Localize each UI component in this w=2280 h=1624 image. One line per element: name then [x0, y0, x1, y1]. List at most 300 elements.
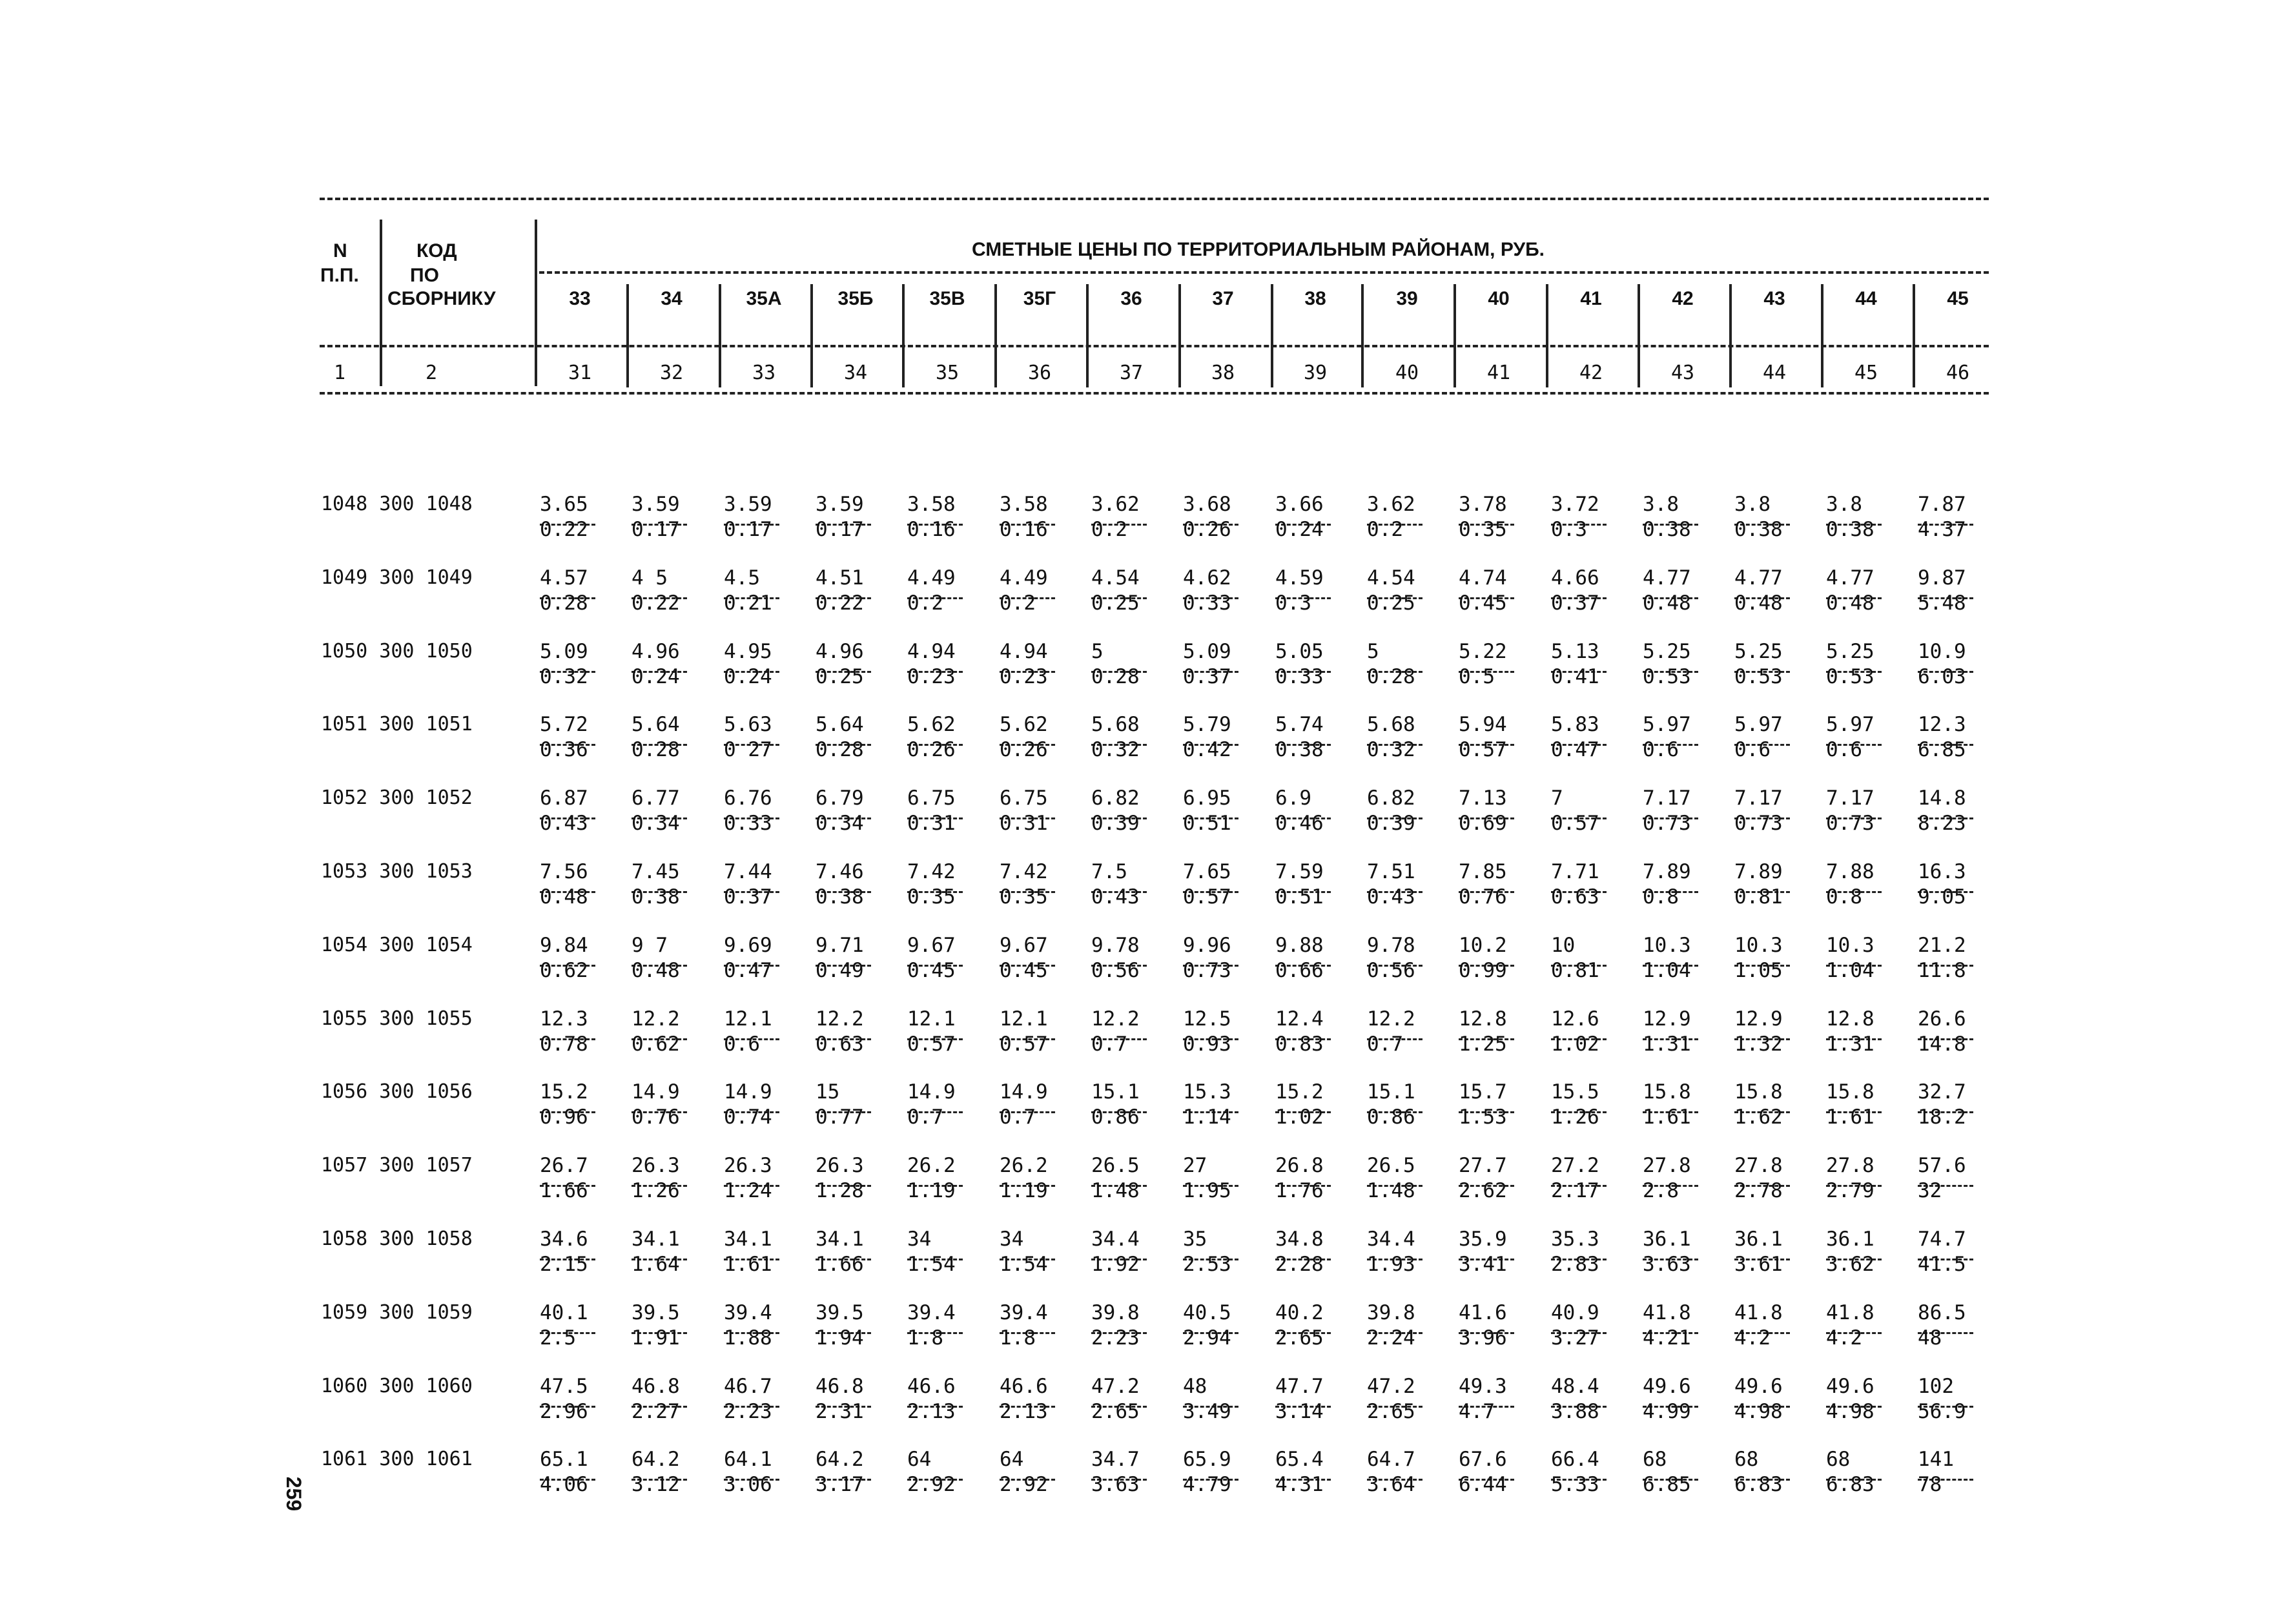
price-cell: 47.5 — [540, 1374, 588, 1398]
price-cell: 4.95 — [724, 639, 772, 663]
price-cell: 35 — [1183, 1228, 1207, 1251]
price-cell: 7.17 — [1643, 786, 1691, 810]
header-sep-2 — [535, 220, 537, 386]
price-cell: 46.7 — [724, 1374, 772, 1398]
price-cell: 0.45 — [1459, 591, 1507, 615]
price-cell: 15.7 — [1459, 1080, 1507, 1104]
price-cell: 0.5 — [1459, 664, 1495, 688]
price-cell: 4.57 — [540, 566, 588, 590]
price-cell: 15.8 — [1826, 1080, 1874, 1104]
price-cell: 1.61 — [1643, 1105, 1691, 1129]
price-cell: 35.9 — [1459, 1228, 1507, 1251]
price-cell: 47.7 — [1275, 1374, 1324, 1398]
price-cell: 6.03 — [1918, 664, 1966, 688]
price-cell: 7.88 — [1826, 860, 1874, 883]
price-cell: 26.6 — [1918, 1007, 1966, 1031]
price-cell: 40.2 — [1275, 1300, 1324, 1324]
price-cell: 2.65 — [1091, 1399, 1140, 1423]
price-cell: 39.4 — [907, 1300, 956, 1324]
price-cell: 0.22 — [816, 591, 864, 615]
region-column-header: 41 — [1580, 288, 1602, 309]
price-cell: 1.48 — [1367, 1179, 1415, 1203]
price-cell: 7.56 — [540, 860, 588, 883]
column-number: 42 — [1579, 362, 1603, 384]
price-cell: 12.8 — [1459, 1007, 1507, 1031]
price-cell: 0.24 — [632, 664, 680, 688]
price-cell: 14.8 — [1918, 1032, 1966, 1056]
price-cell: 67.6 — [1459, 1448, 1507, 1472]
price-cell: 0.73 — [1734, 812, 1783, 836]
region-column-header: 35В — [929, 288, 965, 309]
header-mid-rule — [539, 271, 1989, 274]
page-number: 259 — [282, 1476, 306, 1512]
price-cell: 0.2 — [907, 591, 943, 615]
price-cell: 0.34 — [632, 812, 680, 836]
price-cell: 65.1 — [540, 1448, 588, 1472]
price-cell: 0.26 — [1183, 517, 1231, 541]
price-cell: 10.3 — [1826, 933, 1874, 957]
price-cell: 5.72 — [540, 713, 588, 737]
region-column-header: 43 — [1763, 288, 1785, 309]
price-cell: 5.22 — [1459, 639, 1507, 663]
price-cell: 49.3 — [1459, 1374, 1507, 1398]
column-separator — [1913, 284, 1915, 387]
price-cell: 7.13 — [1459, 786, 1507, 810]
price-cell: 6.83 — [1734, 1473, 1783, 1497]
price-cell: 0.17 — [816, 517, 864, 541]
column-number: 45 — [1854, 362, 1878, 384]
price-cell: 0.56 — [1367, 958, 1415, 982]
price-cell: 9.84 — [540, 933, 588, 957]
price-cell: 48.4 — [1551, 1374, 1599, 1398]
price-cell: 1.28 — [816, 1179, 864, 1203]
column-separator — [994, 284, 997, 387]
price-cell: 4.99 — [1643, 1399, 1691, 1423]
price-cell: 3.63 — [1091, 1473, 1140, 1497]
price-cell: 0.35 — [907, 885, 956, 909]
column-number: 34 — [843, 362, 868, 384]
price-cell: 0.48 — [540, 885, 588, 909]
price-cell: 2.27 — [632, 1399, 680, 1423]
price-cell: 34 — [907, 1228, 932, 1251]
price-cell: 36.1 — [1643, 1228, 1691, 1251]
price-cell: 10 — [1551, 933, 1576, 957]
price-cell: 12.1 — [724, 1007, 772, 1031]
price-cell: 0.83 — [1275, 1032, 1324, 1056]
price-cell: 26.5 — [1091, 1154, 1140, 1178]
price-cell: 12.2 — [632, 1007, 680, 1031]
price-cell: 0.6 — [1643, 738, 1679, 762]
price-cell: 14.9 — [632, 1080, 680, 1104]
price-cell: 2.94 — [1183, 1326, 1231, 1350]
price-cell: 32.7 — [1918, 1080, 1966, 1104]
price-cell: 3.59 — [816, 493, 864, 516]
price-cell: 1.64 — [632, 1252, 680, 1276]
header-sub-rule — [320, 345, 1989, 347]
price-cell: 6.77 — [632, 786, 680, 810]
price-cell: 3.64 — [1367, 1473, 1415, 1497]
price-cell: 7 — [1551, 786, 1563, 810]
price-cell: 26.3 — [632, 1154, 680, 1178]
price-cell: 7.87 — [1918, 493, 1966, 516]
price-cell: 0.42 — [1183, 738, 1231, 762]
price-cell: 14.9 — [907, 1080, 956, 1104]
price-cell: 1.61 — [1826, 1105, 1874, 1129]
price-cell: 3.27 — [1551, 1326, 1599, 1350]
price-cell: 34 — [1000, 1228, 1024, 1251]
column-number: 46 — [1946, 362, 1970, 384]
price-cell: 64.7 — [1367, 1448, 1415, 1472]
price-cell: 49.6 — [1826, 1374, 1874, 1398]
price-cell: 2.79 — [1826, 1179, 1874, 1203]
price-cell: 49.6 — [1734, 1374, 1783, 1398]
price-cell: 7.5 — [1091, 860, 1127, 883]
price-cell: 15.1 — [1091, 1080, 1140, 1104]
price-cell: 0.6 — [1826, 738, 1862, 762]
price-cell: 5.68 — [1091, 713, 1140, 737]
price-cell: 0.48 — [1826, 591, 1874, 615]
price-cell: 32 — [1918, 1179, 1942, 1203]
price-cell: 12.1 — [1000, 1007, 1048, 1031]
price-cell: 0.53 — [1826, 664, 1874, 688]
price-cell: 3.78 — [1459, 493, 1507, 516]
price-cell: 41.5 — [1918, 1252, 1966, 1276]
column-number: 35 — [935, 362, 960, 384]
price-cell: 0.45 — [1000, 958, 1048, 982]
price-cell: 68 — [1826, 1448, 1851, 1472]
price-cell: 9.88 — [1275, 933, 1324, 957]
price-cell: 65.4 — [1275, 1448, 1324, 1472]
price-cell: 15.8 — [1734, 1080, 1783, 1104]
price-cell: 40.9 — [1551, 1300, 1599, 1324]
price-cell: 2.13 — [907, 1399, 956, 1423]
row-label: 1059 300 1059 — [321, 1300, 473, 1324]
price-cell: 0.16 — [907, 517, 956, 541]
price-cell: 7.45 — [632, 860, 680, 883]
price-cell: 10.2 — [1459, 933, 1507, 957]
row-label: 1060 300 1060 — [321, 1374, 473, 1397]
price-cell: 0.38 — [632, 885, 680, 909]
column-separator — [1178, 284, 1181, 387]
price-cell: 5.64 — [816, 713, 864, 737]
column-number: 1 — [333, 362, 346, 384]
price-cell: 2.28 — [1275, 1252, 1324, 1276]
price-cell: 0.22 — [632, 591, 680, 615]
price-cell: 65.9 — [1183, 1448, 1231, 1472]
price-cell: 0.57 — [907, 1032, 956, 1056]
price-cell: 5.25 — [1643, 639, 1691, 663]
row-label: 1061 300 1061 — [321, 1448, 473, 1471]
price-cell: 5.48 — [1918, 591, 1966, 615]
price-cell: 4.2 — [1826, 1326, 1862, 1350]
price-cell: 34.7 — [1091, 1448, 1140, 1472]
price-cell: 0.2 — [1000, 591, 1036, 615]
price-cell: 0.57 — [1459, 738, 1507, 762]
column-number: 39 — [1303, 362, 1328, 384]
price-cell: 27.7 — [1459, 1154, 1507, 1178]
price-cell: 0.38 — [1643, 517, 1691, 541]
price-cell: 102 — [1918, 1374, 1954, 1398]
region-column-header: 39 — [1396, 288, 1418, 309]
price-cell: 0.33 — [724, 812, 772, 836]
price-cell: 68 — [1643, 1448, 1667, 1472]
price-cell: 27.2 — [1551, 1154, 1599, 1178]
price-cell: 0.22 — [540, 517, 588, 541]
price-cell: 0.6 — [1734, 738, 1771, 762]
price-cell: 0.25 — [1367, 591, 1415, 615]
price-cell: 7.51 — [1367, 860, 1415, 883]
price-cell: 0.96 — [540, 1105, 588, 1129]
header-top-rule — [320, 198, 1989, 200]
price-cell: 46.8 — [816, 1374, 864, 1398]
price-cell: 12.2 — [1367, 1007, 1415, 1031]
price-cell: 0.24 — [1275, 517, 1324, 541]
price-cell: 5.25 — [1826, 639, 1874, 663]
column-separator — [810, 284, 813, 387]
price-cell: 1.02 — [1551, 1032, 1599, 1056]
price-cell: 2.8 — [1643, 1179, 1679, 1203]
price-cell: 0.53 — [1734, 664, 1783, 688]
price-cell: 40.1 — [540, 1300, 588, 1324]
row-label: 1048 300 1048 — [321, 493, 473, 515]
region-column-header: 38 — [1304, 288, 1326, 309]
price-cell: 66.4 — [1551, 1448, 1599, 1472]
price-cell: 1.61 — [724, 1252, 772, 1276]
price-cell: 0.47 — [724, 958, 772, 982]
column-number: 36 — [1027, 362, 1052, 384]
column-number: 31 — [568, 362, 592, 384]
price-cell: 1.95 — [1183, 1179, 1231, 1203]
column-number: 33 — [752, 362, 776, 384]
row-label: 1057 300 1057 — [321, 1154, 473, 1177]
price-cell: 14.9 — [724, 1080, 772, 1104]
price-cell: 5.05 — [1275, 639, 1324, 663]
price-cell: 4.59 — [1275, 566, 1324, 590]
price-cell: 0.38 — [1734, 517, 1783, 541]
header-pp: П.П. — [320, 265, 359, 286]
price-cell: 1.31 — [1826, 1032, 1874, 1056]
price-cell: 6.75 — [1000, 786, 1048, 810]
price-cell: 0.57 — [1183, 885, 1231, 909]
price-cell: 6.83 — [1826, 1473, 1874, 1497]
price-cell: 41.6 — [1459, 1300, 1507, 1324]
price-cell: 1.76 — [1275, 1179, 1324, 1203]
price-cell: 6.44 — [1459, 1473, 1507, 1497]
price-cell: 5.64 — [632, 713, 680, 737]
price-cell: 15.2 — [1275, 1080, 1324, 1104]
price-cell: 57.6 — [1918, 1154, 1966, 1178]
price-cell: 0.81 — [1734, 885, 1783, 909]
price-cell: 47.2 — [1091, 1374, 1140, 1398]
price-cell: 4.77 — [1734, 566, 1783, 590]
price-cell: 3.49 — [1183, 1399, 1231, 1423]
price-cell: 64.2 — [816, 1448, 864, 1472]
price-cell: 39.8 — [1091, 1300, 1140, 1324]
price-cell: 26.8 — [1275, 1154, 1324, 1178]
price-cell: 4.77 — [1643, 566, 1691, 590]
price-cell: 3.62 — [1091, 493, 1140, 516]
price-cell: 6.82 — [1367, 786, 1415, 810]
price-cell: 6.82 — [1091, 786, 1140, 810]
column-separator — [1453, 284, 1456, 387]
price-cell: 46.6 — [907, 1374, 956, 1398]
price-cell: 4.31 — [1275, 1473, 1324, 1497]
price-cell: 27 — [1183, 1154, 1207, 1178]
price-cell: 3.58 — [907, 493, 956, 516]
price-cell: 3.62 — [1367, 493, 1415, 516]
price-cell: 16.3 — [1918, 860, 1966, 883]
price-cell: 2.96 — [540, 1399, 588, 1423]
price-cell: 5.09 — [1183, 639, 1231, 663]
price-cell: 6.79 — [816, 786, 864, 810]
column-separator — [719, 284, 721, 387]
price-cell: 2.65 — [1275, 1326, 1324, 1350]
price-cell: 6.87 — [540, 786, 588, 810]
price-cell: 5.63 — [724, 713, 772, 737]
price-cell: 6.85 — [1643, 1473, 1691, 1497]
price-cell: 5.74 — [1275, 713, 1324, 737]
price-cell: 0.73 — [1826, 812, 1874, 836]
price-cell: 34.1 — [816, 1228, 864, 1251]
price-cell: 1.19 — [1000, 1179, 1048, 1203]
price-cell: 1.66 — [816, 1252, 864, 1276]
price-cell: 3.12 — [632, 1473, 680, 1497]
price-cell: 0.28 — [1091, 664, 1140, 688]
price-cell: 0.73 — [1183, 958, 1231, 982]
price-cell: 0 27 — [724, 738, 772, 762]
price-cell: 6.9 — [1275, 786, 1311, 810]
price-cell: 0.31 — [1000, 812, 1048, 836]
price-cell: 5.83 — [1551, 713, 1599, 737]
price-cell: 11.8 — [1918, 958, 1966, 982]
price-cell: 41.8 — [1643, 1300, 1691, 1324]
price-cell: 64 — [907, 1448, 932, 1472]
price-cell: 64.2 — [632, 1448, 680, 1472]
region-column-header: 44 — [1855, 288, 1877, 309]
price-cell: 7.42 — [1000, 860, 1048, 883]
price-cell: 7.17 — [1826, 786, 1874, 810]
price-cell: 4.94 — [1000, 639, 1048, 663]
price-cell: 39.5 — [816, 1300, 864, 1324]
price-cell: 5 — [1367, 639, 1379, 663]
price-cell: 4.77 — [1826, 566, 1874, 590]
price-cell: 3.66 — [1275, 493, 1324, 516]
price-cell: 0.53 — [1643, 664, 1691, 688]
region-column-header: 33 — [569, 288, 591, 309]
price-cell: 0.23 — [1000, 664, 1048, 688]
price-cell: 7.59 — [1275, 860, 1324, 883]
price-cell: 12.3 — [540, 1007, 588, 1031]
price-cell: 12.1 — [907, 1007, 956, 1031]
price-cell: 56.9 — [1918, 1399, 1966, 1423]
price-cell: 1.26 — [632, 1179, 680, 1203]
price-cell: 2.5 — [540, 1326, 576, 1350]
price-cell: 4.2 — [1734, 1326, 1771, 1350]
price-cell: 0.35 — [1000, 885, 1048, 909]
price-cell: 0.21 — [724, 591, 772, 615]
price-cell: 2.23 — [724, 1399, 772, 1423]
row-label: 1054 300 1054 — [321, 933, 473, 956]
price-cell: 5.13 — [1551, 639, 1599, 663]
region-column-header: 45 — [1947, 288, 1969, 309]
region-column-header: 35А — [746, 288, 782, 309]
price-cell: 1.93 — [1367, 1252, 1415, 1276]
price-cell: 3.8 — [1826, 493, 1862, 516]
price-cell: 0.39 — [1091, 812, 1140, 836]
price-cell: 9.69 — [724, 933, 772, 957]
price-cell: 0.7 — [1000, 1105, 1036, 1129]
column-separator — [1086, 284, 1089, 387]
column-number: 41 — [1486, 362, 1511, 384]
price-cell: 18.2 — [1918, 1105, 1966, 1129]
row-label: 1052 300 1052 — [321, 786, 473, 810]
price-cell: 0.28 — [540, 591, 588, 615]
price-cell: 2.78 — [1734, 1179, 1783, 1203]
price-cell: 2.23 — [1091, 1326, 1140, 1350]
price-cell: 14.8 — [1918, 786, 1966, 810]
header-kod: КОД — [416, 240, 457, 262]
price-cell: 12.4 — [1275, 1007, 1324, 1031]
price-cell: 0.46 — [1275, 812, 1324, 836]
price-cell: 0.56 — [1091, 958, 1140, 982]
price-cell: 10.9 — [1918, 639, 1966, 663]
price-cell: 0.7 — [1367, 1032, 1403, 1056]
row-label: 1053 300 1053 — [321, 860, 473, 883]
price-cell: 0.38 — [1826, 517, 1874, 541]
column-number: 43 — [1670, 362, 1695, 384]
price-cell: 2.83 — [1551, 1252, 1599, 1276]
price-cell: 4.66 — [1551, 566, 1599, 590]
price-cell: 4.49 — [907, 566, 956, 590]
region-column-header: 42 — [1672, 288, 1694, 309]
price-cell: 3.8 — [1643, 493, 1679, 516]
column-separator — [626, 284, 629, 387]
price-cell: 2.31 — [816, 1399, 864, 1423]
price-cell: 0.8 — [1826, 885, 1862, 909]
price-cell: 0.62 — [632, 1032, 680, 1056]
row-label: 1051 300 1051 — [321, 713, 473, 736]
column-number: 2 — [425, 362, 438, 384]
price-cell: 7.17 — [1734, 786, 1783, 810]
price-cell: 36.1 — [1826, 1228, 1874, 1251]
price-cell: 3.14 — [1275, 1399, 1324, 1423]
price-cell: 8.23 — [1918, 812, 1966, 836]
price-cell: 0.6 — [724, 1032, 760, 1056]
price-cell: 2.13 — [1000, 1399, 1048, 1423]
price-cell: 4.49 — [1000, 566, 1048, 590]
price-cell: 0.32 — [540, 664, 588, 688]
price-cell: 0.43 — [1367, 885, 1415, 909]
price-cell: 9.71 — [816, 933, 864, 957]
price-cell: 0.86 — [1091, 1105, 1140, 1129]
price-cell: 0.24 — [724, 664, 772, 688]
price-cell: 0.16 — [1000, 517, 1048, 541]
price-cell: 0.66 — [1275, 958, 1324, 982]
price-cell: 0.23 — [907, 664, 956, 688]
price-cell: 7.89 — [1643, 860, 1691, 883]
price-cell: 0.35 — [1459, 517, 1507, 541]
price-cell: 0.2 — [1091, 517, 1127, 541]
price-cell: 0.57 — [1000, 1032, 1048, 1056]
price-cell: 1.24 — [724, 1179, 772, 1203]
price-cell: 34.4 — [1091, 1228, 1140, 1251]
price-cell: 0.7 — [1091, 1032, 1127, 1056]
price-cell: 0.76 — [632, 1105, 680, 1129]
price-cell: 7.46 — [816, 860, 864, 883]
price-cell: 0.62 — [540, 958, 588, 982]
price-cell: 1.8 — [907, 1326, 943, 1350]
price-cell: 4.7 — [1459, 1399, 1495, 1423]
